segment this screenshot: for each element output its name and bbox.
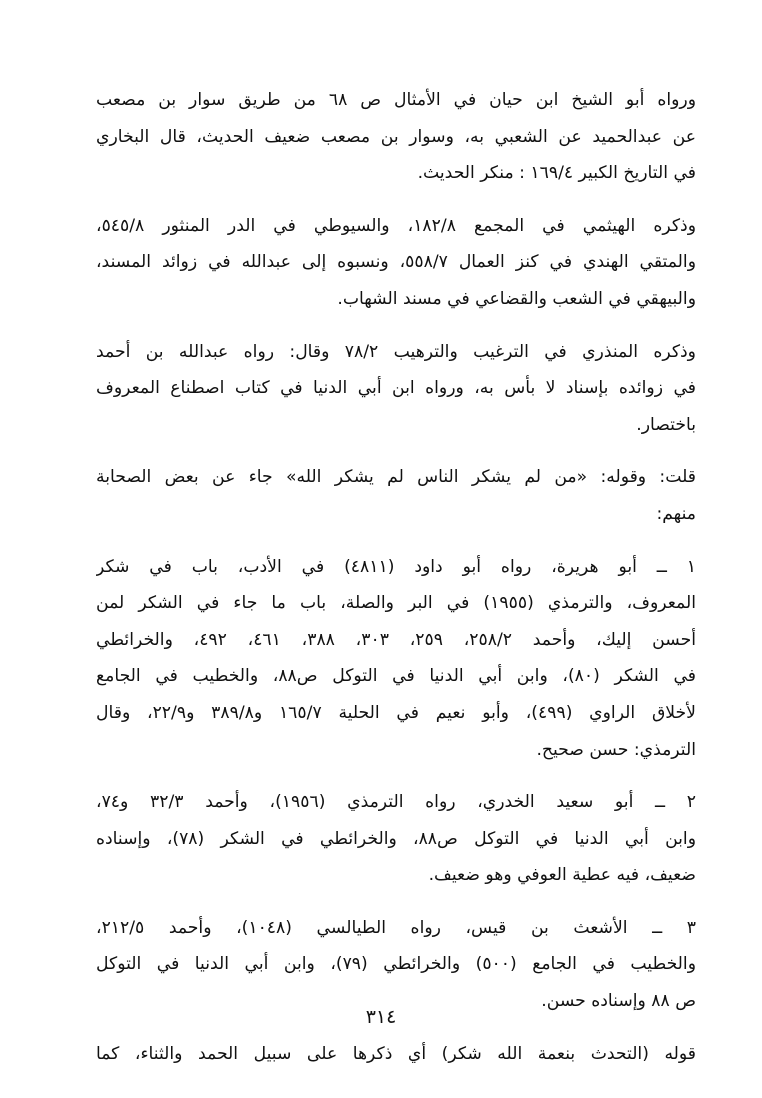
text-line: ص ٨٨ وإسناده حسن. [541, 991, 696, 1012]
text-line: لأخلاق الراوي (٤٩٩)، وأبو نعيم في الحلية ١٦٥/٧ و٣٨٩/٨ و٢٢/٩، وقال [96, 702, 696, 723]
text-line: وذكره الهيثمي في المجمع ١٨٢/٨، والسيوطي في الدر المنثور ٥٤٥/٨، [96, 215, 696, 236]
paragraph-4 [96, 459, 696, 532]
text-line: قلت: وقوله: «من لم يشكر الناس لم يشكر الله» جاء عن بعض الصحابة [96, 467, 696, 488]
text-line: عن عبدالحميد عن الشعبي به، وسوار بن مصعب ضعيف الحديث، قال البخاري [96, 126, 696, 147]
text-line: ٢ ــ أبو سعيد الخدري، رواه الترمذي (١٩٥٦)، وأحمد ٣٢/٣ و٧٤، [96, 792, 696, 813]
text-line: في التاريخ الكبير ١٦٩/٤ : منكر الحديث. [417, 163, 696, 184]
text-line: والمتقي الهندي في كنز العمال ٥٥٨/٧، ونسبوه إلى عبدالله في زوائد المسند، [96, 252, 696, 273]
document-page [96, 82, 696, 1082]
paragraph-8 [96, 1036, 696, 1073]
paragraph-2 [96, 208, 696, 318]
text-line: ضعيف، فيه عطية العوفي وهو ضعيف. [428, 865, 696, 886]
text-line: قوله (التحدث بنعمة الله شكر) أي ذكرها على سبيل الحمد والثناء، كما [96, 1043, 696, 1064]
text-line: المعروف، والترمذي (١٩٥٥) في البر والصلة، باب ما جاء في الشكر لمن [96, 593, 696, 614]
paragraph-6 [96, 784, 696, 894]
text-line: والخطيب في الجامع (٥٠٠) والخرائطي (٧٩)، وابن أبي الدنيا في التوكل [96, 954, 696, 975]
text-line: ورواه أبو الشيخ ابن حيان في الأمثال ص ٦٨ من طريق سوار بن مصعب [96, 90, 696, 110]
text-line: ١ ــ أبو هريرة، رواه أبو داود (٤٨١١) في الأدب، باب في شكر [96, 556, 696, 577]
text-line: الترمذي: حسن صحيح. [536, 739, 696, 760]
text-line: باختصار. [636, 414, 696, 435]
text-line: منهم: [656, 503, 696, 524]
page-number: ٣١٤ [365, 1006, 397, 1028]
text-line: والبيهقي في الشعب والقضاعي في مسند الشهاب. [337, 288, 696, 309]
text-line: ٣ ــ الأشعث بن قيس، رواه الطيالسي (١٠٤٨)، وأحمد ٢١٢/٥، [96, 917, 696, 938]
paragraph-1 [96, 82, 696, 192]
text-line: في زوائده بإسناد لا بأس به، ورواه ابن أبي الدنيا في كتاب اصطناع المعروف [96, 378, 696, 399]
paragraph-7 [96, 910, 696, 1020]
paragraph-3 [96, 334, 696, 444]
text-line: وذكره المنذري في الترغيب والترهيب ٧٨/٢ وقال: رواه عبدالله بن أحمد [96, 341, 696, 362]
paragraph-5 [96, 549, 696, 769]
text-line: أحسن إليك، وأحمد ٢٥٨/٢، ٢٥٩، ٣٠٣، ٣٨٨، ٤٦١، ٤٩٢، والخرائطي [96, 629, 696, 650]
text-line: وابن أبي الدنيا في التوكل ص٨٨، والخرائطي في الشكر (٧٨)، وإسناده [96, 828, 696, 849]
text-line: في الشكر (٨٠)، وابن أبي الدنيا في التوكل ص٨٨، والخطيب في الجامع [96, 666, 696, 687]
